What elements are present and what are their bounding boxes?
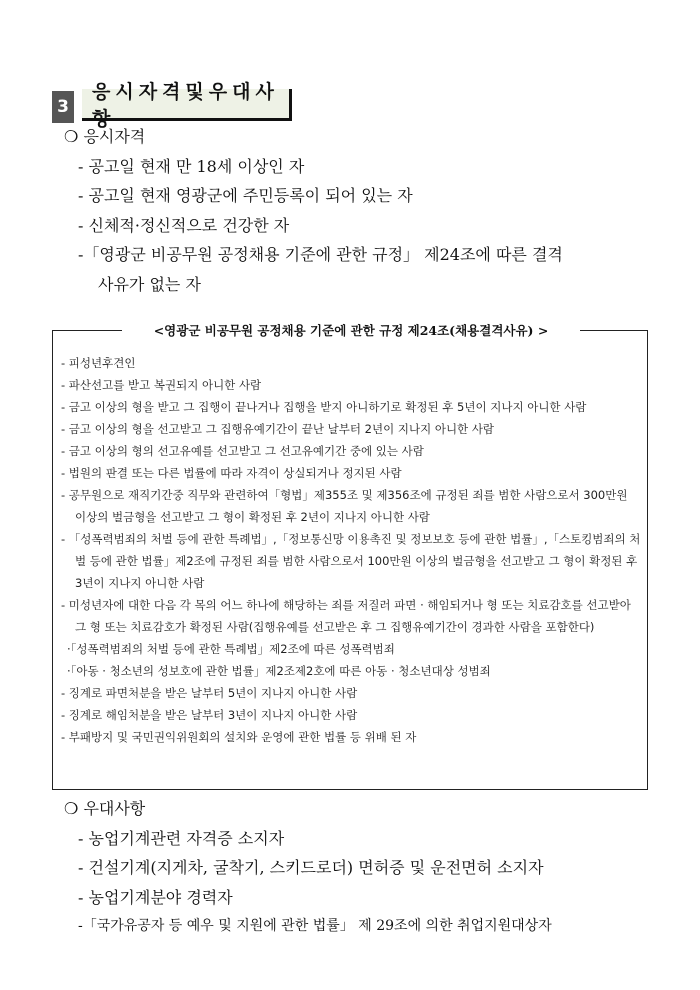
preferences-heading <box>58 794 658 824</box>
regulation-item: - 「성폭력범죄의 처벌 등에 관한 특례법」,「정보통신망 이용촉진 및 정보보호 등에 관한 법률」,「스토킹범죄의 처벌 등에 관한 법률」제2조에 규정된 죄를 범한 사람으로서 100만원 이상의 벌금형을 선고받고 그 형이 확정된 후 3년이 지나지 아니한 사람 <box>61 532 641 590</box>
list-item-continuation: 사유가 없는 자 <box>98 274 201 294</box>
regulation-item: - 법원의 판결 또는 다른 법률에 따라 자격이 상실되거나 정지된 사람 <box>61 466 402 480</box>
preferences-section <box>58 794 658 942</box>
list-item: - 공고일 현재 만 18세 이상인 자 <box>78 156 305 176</box>
circle-bullet-icon: ❍ <box>64 799 79 818</box>
regulation-item: - 금고 이상의 형을 선고받고 그 집행유예기간이 끝난 날부터 2년이 지나지 아니한 사람 <box>61 422 495 436</box>
regulation-item: - 징계로 파면처분을 받은 날부터 5년이 지나지 아니한 사람 <box>61 686 358 700</box>
regulation-sub-item: ·「성폭력범죄의 처벌 등에 관한 특례법」제2조에 따른 성폭력범죄 <box>67 642 395 656</box>
regulation-box <box>52 330 648 790</box>
list-item: - 건설기계(지게차, 굴착기, 스키드로더) 면허증 및 운전면허 소지자 <box>78 858 544 877</box>
regulation-item: - 징계로 해임처분을 받은 날부터 3년이 지나지 아니한 사람 <box>61 708 358 722</box>
circle-bullet-icon: ❍ <box>64 127 79 146</box>
qualifications-section <box>58 122 658 299</box>
list-item: - 농업기계관련 자격증 소지자 <box>78 828 285 848</box>
list-item: - 농업기계분야 경력자 <box>78 887 233 907</box>
regulation-box-title: <영광군 비공무원 공정채용 기준에 관한 규정 제24조(채용결격사유) > <box>153 323 549 338</box>
regulation-item: - 공무원으로 재직기간중 직무와 관련하여「형법」제355조 및 제356조에 규정된 죄를 범한 사람으로서 300만원 이상의 벌금형을 선고받고 그 형이 확정된 후 2년이 지나지 아니한 사람 <box>61 488 628 524</box>
regulation-item: - 부패방지 및 국민권익위원회의 설치와 운영에 관한 법률 등 위배 된 자 <box>61 730 417 744</box>
qualifications-heading <box>58 122 658 152</box>
regulation-item: - 피성년후견인 <box>61 356 136 370</box>
list-item: - 신체적·정신적으로 건강한 자 <box>78 215 290 235</box>
list-item: - 공고일 현재 영광군에 주민등록이 되어 있는 자 <box>78 186 413 205</box>
list-item: -「영광군 비공무원 공정채용 기준에 관한 규정」 제24조에 따른 결격 <box>78 245 563 264</box>
section-number: 3 <box>52 91 74 123</box>
regulation-item: - 금고 이상의 형을 받고 그 집행이 끝나거나 집행을 받지 아니하기로 확정된 후 5년이 지나지 아니한 사람 <box>61 400 587 414</box>
heading-text: 응시자격 <box>83 127 146 146</box>
regulation-item: - 미성년자에 대한 다음 각 목의 어느 하나에 해당하는 죄를 저질러 파면 · 해임되거나 형 또는 치료감호를 선고받아 그 형 또는 치료감호가 확정된 사람(집행유예를 선고받은 후 그 집행유예기간이 경과한 사람을 포함한다) <box>61 598 631 634</box>
list-item: -「국가유공자 등 예우 및 지원에 관한 법률」 제 29조에 의한 취업지원대상자 <box>78 918 552 934</box>
heading-text: 우대사항 <box>83 799 146 818</box>
regulation-item: - 파산선고를 받고 복권되지 아니한 사람 <box>61 378 262 392</box>
regulation-item: - 금고 이상의 형의 선고유예를 선고받고 그 선고유예기간 중에 있는 사람 <box>61 444 424 458</box>
section-title: 응시자격및우대사항 <box>82 89 292 121</box>
regulation-sub-item: ·「아동 · 청소년의 성보호에 관한 법률」제2조제2호에 따른 아동 · 청소년대상 성범죄 <box>67 664 491 678</box>
